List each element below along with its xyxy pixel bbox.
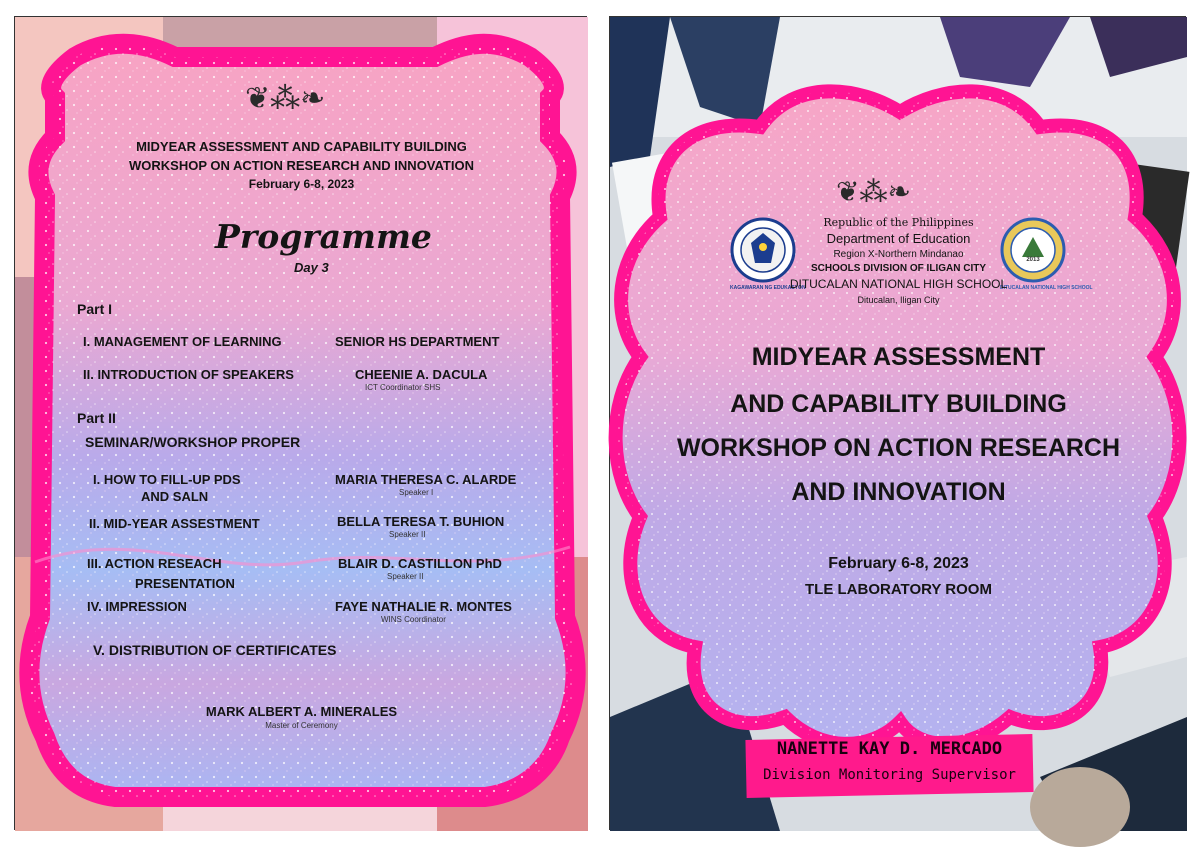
address-line: Ditucalan, Iligan City: [857, 295, 940, 305]
cover-venue: TLE LABORATORY ROOM: [805, 581, 992, 598]
event-date: February 6-8, 2023: [248, 177, 355, 191]
agenda-activity-cont: AND SALN: [141, 489, 209, 504]
agenda-role: Speaker II: [387, 572, 424, 581]
agenda-role: Speaker I: [399, 488, 434, 497]
republic-line: Republic of the Philippines: [823, 216, 974, 229]
cover-title-line: AND INNOVATION: [791, 478, 1006, 506]
agenda-activity: IV. IMPRESSION: [87, 599, 187, 614]
division-line: SCHOOLS DIVISION OF ILIGAN CITY: [810, 263, 986, 274]
seminar-label: SEMINAR/WORKSHOP PROPER: [85, 434, 301, 450]
emcee-role: Master of Ceremony: [265, 721, 338, 730]
agenda-person: BELLA TERESA T. BUHION: [337, 514, 505, 529]
cover-title-line: MIDYEAR ASSESSMENT: [751, 343, 1046, 371]
supervisor-name: NANETTE KAY D. MERCADO: [776, 739, 1003, 759]
event-title-line1: MIDYEAR ASSESSMENT AND CAPABILITY BUILDING: [136, 139, 467, 154]
flourish-ornament-icon: ❦⁂❧: [836, 175, 911, 208]
cover-date: February 6-8, 2023: [828, 555, 969, 572]
cover-title-line: WORKSHOP ON ACTION RESEARCH: [676, 434, 1121, 462]
part2-label: Part II: [77, 410, 116, 426]
scalloped-frame: [610, 17, 1187, 831]
programme-page: [14, 16, 587, 830]
cover-page: [609, 16, 1186, 830]
part1-label: Part I: [77, 301, 113, 317]
event-title-line2: WORKSHOP ON ACTION RESEARCH AND INNOVATION: [129, 158, 474, 173]
agenda-activity: II. MID-YEAR ASSESTMENT: [89, 516, 260, 531]
agenda-activity: III. ACTION RESEACH: [87, 556, 222, 571]
emcee-name: MARK ALBERT A. MINERALES: [205, 704, 398, 719]
school-seal-year: 2013: [1026, 257, 1040, 263]
deped-seal-text: KAGAWARAN NG EDUKASYON: [730, 285, 806, 291]
region-line: Region X-Northern Mindanao: [833, 249, 964, 260]
agenda-activity: II. INTRODUCTION OF SPEAKERS: [83, 367, 294, 382]
cover-title-line: AND CAPABILITY BUILDING: [730, 390, 1067, 418]
agenda-person: MARIA THERESA C. ALARDE: [335, 472, 517, 487]
school-line: DITUCALAN NATIONAL HIGH SCHOOL: [789, 277, 1008, 291]
agenda-activity: I. HOW TO FILL-UP PDS: [93, 472, 241, 487]
agenda-role: Speaker II: [389, 530, 426, 539]
agenda-person: SENIOR HS DEPARTMENT: [335, 334, 500, 349]
flourish-ornament-icon: ❦⁂❧: [245, 81, 326, 116]
agenda-person: BLAIR D. CASTILLON PhD: [338, 556, 502, 571]
school-seal-text: DITUCALAN NATIONAL HIGH SCHOOL: [1000, 285, 1093, 291]
agenda-role: ICT Coordinator SHS: [365, 383, 441, 392]
programme-heading: Programme: [215, 217, 432, 256]
department-line: Department of Education: [826, 231, 971, 246]
day-label: Day 3: [294, 260, 329, 275]
agenda-person: CHEENIE A. DACULA: [355, 367, 488, 382]
agenda-activity-cont: PRESENTATION: [135, 576, 235, 591]
agenda-person: FAYE NATHALIE R. MONTES: [335, 599, 512, 614]
supervisor-title: Division Monitoring Supervisor: [763, 767, 1016, 783]
distribution-of-certificates: V. DISTRIBUTION OF CERTIFICATES: [93, 642, 337, 658]
agenda-role: WINS Coordinator: [381, 615, 446, 624]
agenda-activity: I. MANAGEMENT OF LEARNING: [83, 334, 282, 349]
